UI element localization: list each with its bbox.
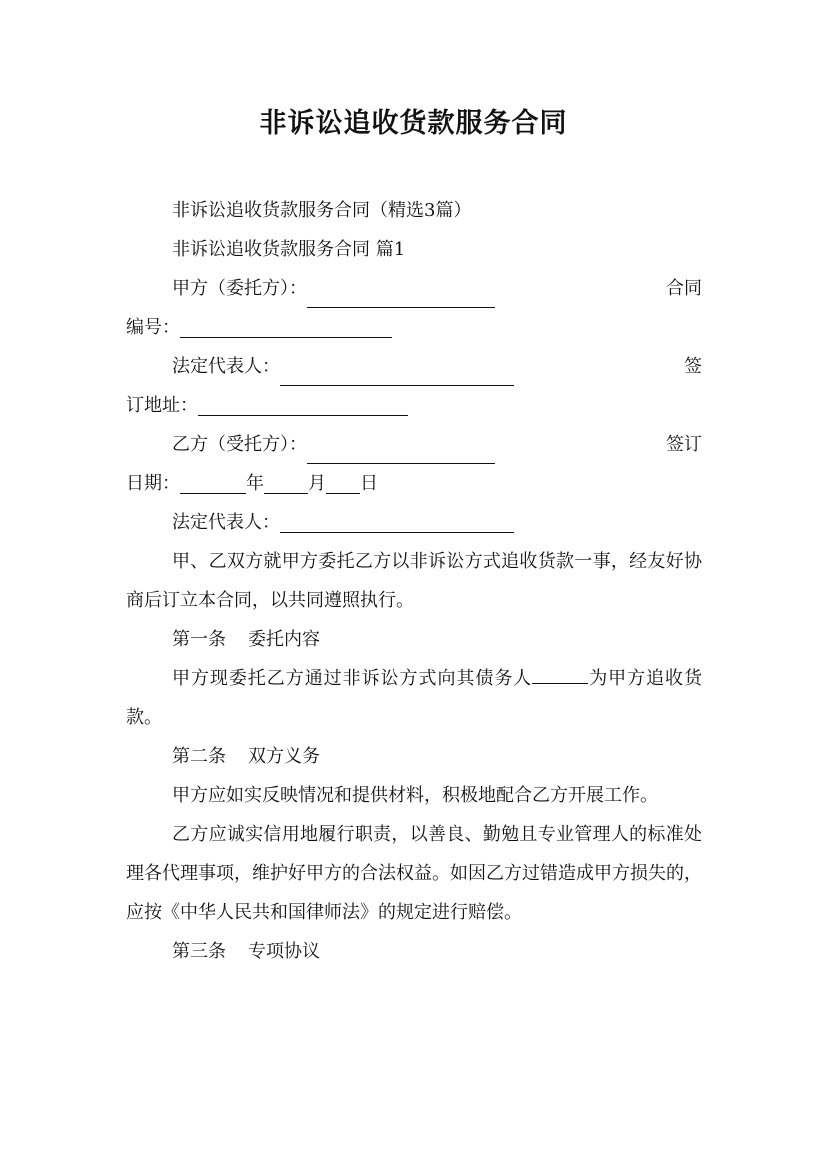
article-2-name: 双方义务 <box>248 746 320 767</box>
party-b-label: 乙方（受托方）： <box>172 434 307 455</box>
article-1-number: 第一条 <box>172 629 226 650</box>
article-1-paragraph <box>126 659 702 737</box>
sign-date-label: 签订 <box>666 434 702 455</box>
article-2-title <box>126 737 702 776</box>
legal-rep-b-blank[interactable] <box>280 512 514 533</box>
article-1-text-b: 为甲方追收货款。 <box>126 668 703 728</box>
year-blank[interactable] <box>180 473 246 494</box>
contract-no-blank[interactable] <box>180 317 392 338</box>
article-1-name: 委托内容 <box>248 629 320 650</box>
contract-no-label: 合同 <box>666 278 702 299</box>
part-heading: 非诉讼追收货款服务合同 篇1 <box>172 239 406 260</box>
sign-place-line <box>126 386 702 425</box>
party-a-line <box>126 269 702 308</box>
day-label: 日 <box>360 473 378 494</box>
article-2-number: 第二条 <box>172 746 226 767</box>
legal-rep-a-blank[interactable] <box>280 365 514 386</box>
sign-place-label-cont: 订地址： <box>126 395 198 416</box>
sign-place-label: 签 <box>684 356 702 377</box>
legal-rep-b-label: 法定代表人： <box>172 512 280 533</box>
subtitle: 非诉讼追收货款服务合同（精选3篇） <box>172 200 472 221</box>
article-1-text-a: 甲方现委托乙方通过非诉讼方式向其债务人 <box>172 668 533 689</box>
document-body <box>126 191 702 971</box>
legal-rep-a-line <box>126 347 702 386</box>
party-a-label: 甲方（委托方）： <box>172 278 307 299</box>
year-label: 年 <box>246 473 264 494</box>
sign-date-line <box>126 464 702 503</box>
article-3-title <box>126 932 702 971</box>
article-1-title <box>126 620 702 659</box>
contract-no-line <box>126 308 702 347</box>
day-blank[interactable] <box>326 473 360 494</box>
document-title: 非诉讼追收货款服务合同 <box>259 108 568 139</box>
legal-rep-b-line <box>126 503 702 542</box>
party-a-blank[interactable] <box>307 287 495 308</box>
sign-date-label-cont: 日期： <box>126 473 180 494</box>
month-blank[interactable] <box>264 473 308 494</box>
sign-place-blank[interactable] <box>198 395 408 416</box>
debtor-blank[interactable] <box>532 665 588 684</box>
article-3-number: 第三条 <box>172 941 226 962</box>
article-2-paragraph-1: 甲方应如实反映情况和提供材料，积极地配合乙方开展工作。 <box>172 785 658 806</box>
contract-no-label-cont: 编号： <box>126 317 180 338</box>
article-2-paragraph-2: 乙方应诚实信用地履行职责，以善良、勤勉且专业管理人的标准处理各代理事项，维护好甲方的合法权益。如因乙方过错造成甲方损失的，应按《中华人民共和国律师法》的规定进行赔偿。 <box>126 824 702 923</box>
party-b-line <box>126 425 702 464</box>
party-b-blank[interactable] <box>307 443 495 464</box>
intro-paragraph: 甲、乙双方就甲方委托乙方以非诉讼方式追收货款一事，经友好协商后订立本合同，以共同遵照执行。 <box>126 551 702 611</box>
article-3-name: 专项协议 <box>248 941 320 962</box>
legal-rep-a-label: 法定代表人： <box>172 356 280 377</box>
month-label: 月 <box>308 473 326 494</box>
